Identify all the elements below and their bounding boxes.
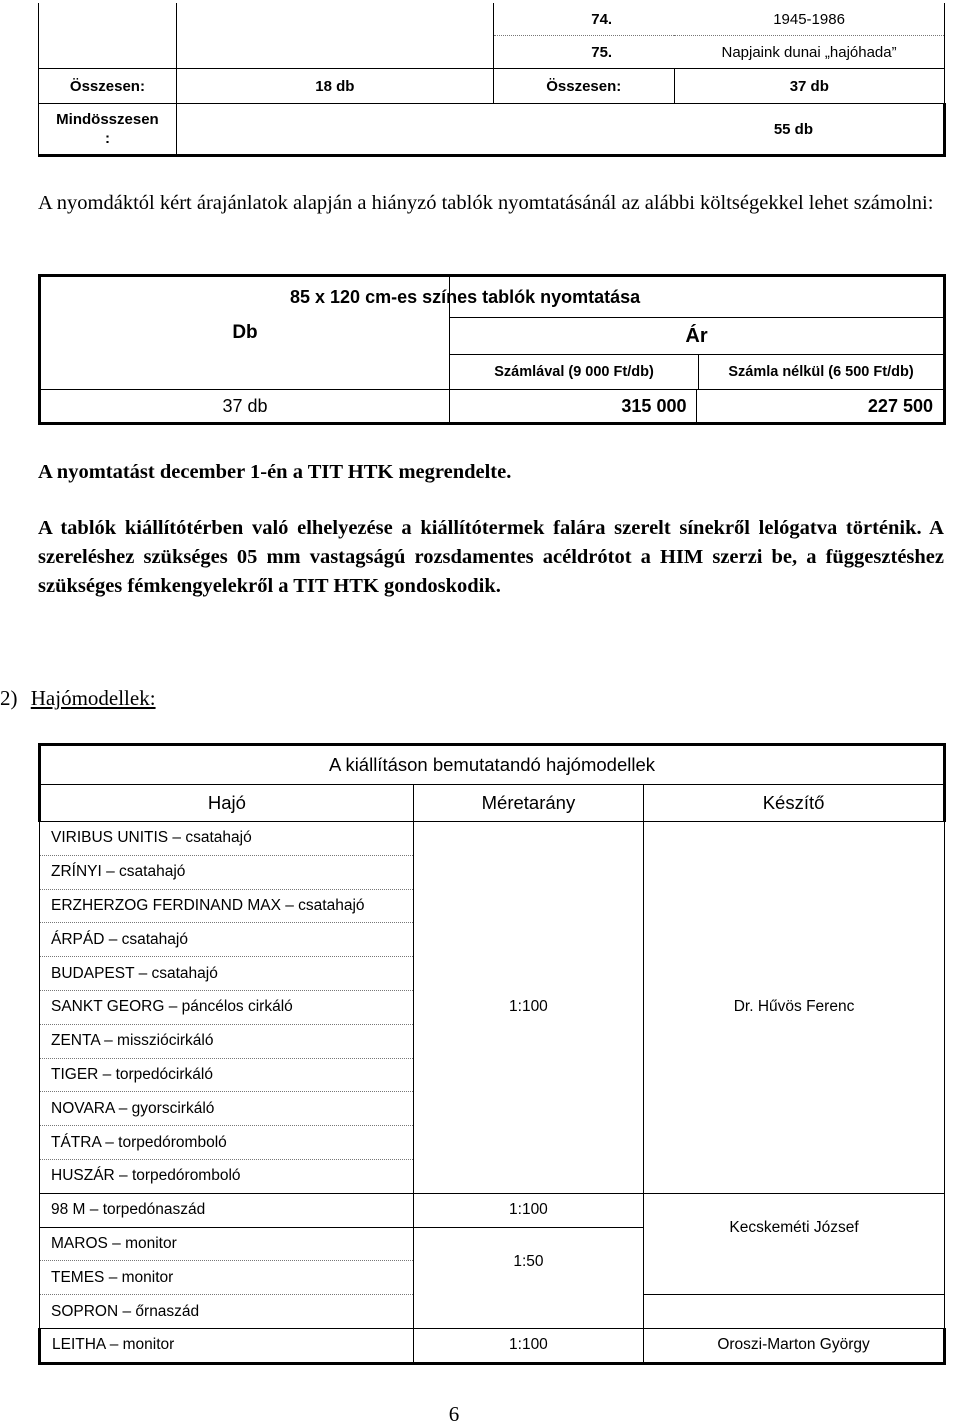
placement-note: A tablók kiállítótérben való elhelyezése a kiállítótermek falára szerelt sínekről lelógatva történik. A szereléshez szükséges 05 mm vastagságú rozsdamentes acéldrótot a HIM szerzi be, a függesztéshez szükséges fémkengyelekről a TIT HTK gondoskodik. — [38, 517, 944, 597]
ship-name: BUDAPEST – csatahajó — [40, 957, 414, 991]
section-title: Hajómodellek: — [30, 686, 156, 710]
table-row — [40, 822, 945, 856]
order-note: A nyomtatást december 1-én a TIT HTK megrendelte. — [38, 461, 512, 483]
ship-name: 98 M – torpedónaszád — [40, 1193, 414, 1227]
print-cost-table — [38, 274, 946, 425]
scale-last: 1:100 — [413, 1328, 643, 1363]
summary-row-text: 1945-1986 — [674, 3, 944, 36]
col-without-invoice: Számla nélkül (6 500 Ft/db) — [728, 364, 914, 380]
price-cell — [450, 318, 945, 390]
summary-row-num: 75. — [493, 36, 674, 69]
ship-name: ZENTA – missziócirkáló — [40, 1024, 414, 1058]
header-ship: Hajó — [40, 785, 414, 822]
ship-models-table — [38, 743, 946, 1365]
price-header: Ár — [685, 325, 708, 347]
page-number: 6 — [448, 1402, 460, 1426]
cost-row-with-invoice: 315 000 — [450, 390, 697, 424]
ship-name: HUSZÁR – torpedóromboló — [40, 1159, 414, 1193]
total-value-1: 18 db — [176, 69, 493, 104]
total-label-1: Összesen: — [39, 69, 177, 104]
ship-name: TEMES – monitor — [40, 1261, 414, 1295]
cost-row — [40, 390, 945, 424]
col-with-invoice: Számlával (9 000 Ft/db) — [450, 355, 699, 389]
section-heading — [0, 686, 156, 711]
maker-last: Oroszi-Marton György — [644, 1328, 945, 1363]
table-row — [40, 1193, 945, 1227]
intro-paragraph: A nyomdáktól kért árajánlatok alapján a hiányzó tablók nyomtatásánál az alábbi költségekkel lehet számolni: — [38, 192, 934, 214]
ship-name: TÁTRA – torpedóromboló — [40, 1126, 414, 1160]
section-number: 2) — [0, 686, 18, 710]
ship-name: ZRÍNYI – csatahajó — [40, 855, 414, 889]
ship-name: VIRIBUS UNITIS – csatahajó — [40, 822, 414, 856]
summary-row-74 — [39, 3, 945, 36]
scale-group-1: 1:100 — [413, 822, 643, 1194]
ship-name: LEITHA – monitor — [40, 1328, 414, 1363]
summary-row-num: 74. — [493, 3, 674, 36]
maker-group-1: Dr. Hűvös Ferenc — [644, 822, 945, 1194]
ship-name: ERZHERZOG FERDINAND MAX – csatahajó — [40, 889, 414, 923]
maker-group-2: Kecskeméti József — [644, 1193, 945, 1294]
summary-grand-row — [39, 104, 945, 156]
header-scale: Méretarány — [413, 785, 643, 822]
cost-row-without-invoice: 227 500 — [697, 390, 945, 424]
grand-total-label: Mindösszesen : — [39, 104, 177, 156]
summary-row-text: Napjaink dunai „hajóhada” — [674, 36, 944, 69]
scale-98m: 1:100 — [413, 1193, 643, 1227]
summary-table — [38, 3, 946, 157]
ship-name: SANKT GEORG – páncélos cirkáló — [40, 990, 414, 1024]
ship-name: SOPRON – őrnaszád — [40, 1295, 414, 1329]
db-header: Db — [40, 276, 450, 390]
total-label-2: Összesen: — [493, 69, 674, 104]
ship-name: ÁRPÁD – csatahajó — [40, 923, 414, 957]
models-table-title: A kiállításon bemutatandó hajómodellek — [40, 745, 945, 785]
ship-name: MAROS – monitor — [40, 1227, 414, 1261]
grand-total-value: 55 db — [176, 104, 944, 156]
scale-group-2: 1:50 — [413, 1227, 643, 1328]
total-value-2: 37 db — [674, 69, 944, 104]
summary-totals-row — [39, 69, 945, 104]
table-row — [40, 1328, 945, 1363]
ship-name: NOVARA – gyorscirkáló — [40, 1092, 414, 1126]
header-maker: Készítő — [644, 785, 945, 822]
ship-name: TIGER – torpedócirkáló — [40, 1058, 414, 1092]
cost-row-db: 37 db — [40, 390, 450, 424]
summary-row-75 — [39, 36, 945, 69]
cost-table-title: 85 x 120 cm-es színes tablók nyomtatása — [450, 276, 945, 318]
